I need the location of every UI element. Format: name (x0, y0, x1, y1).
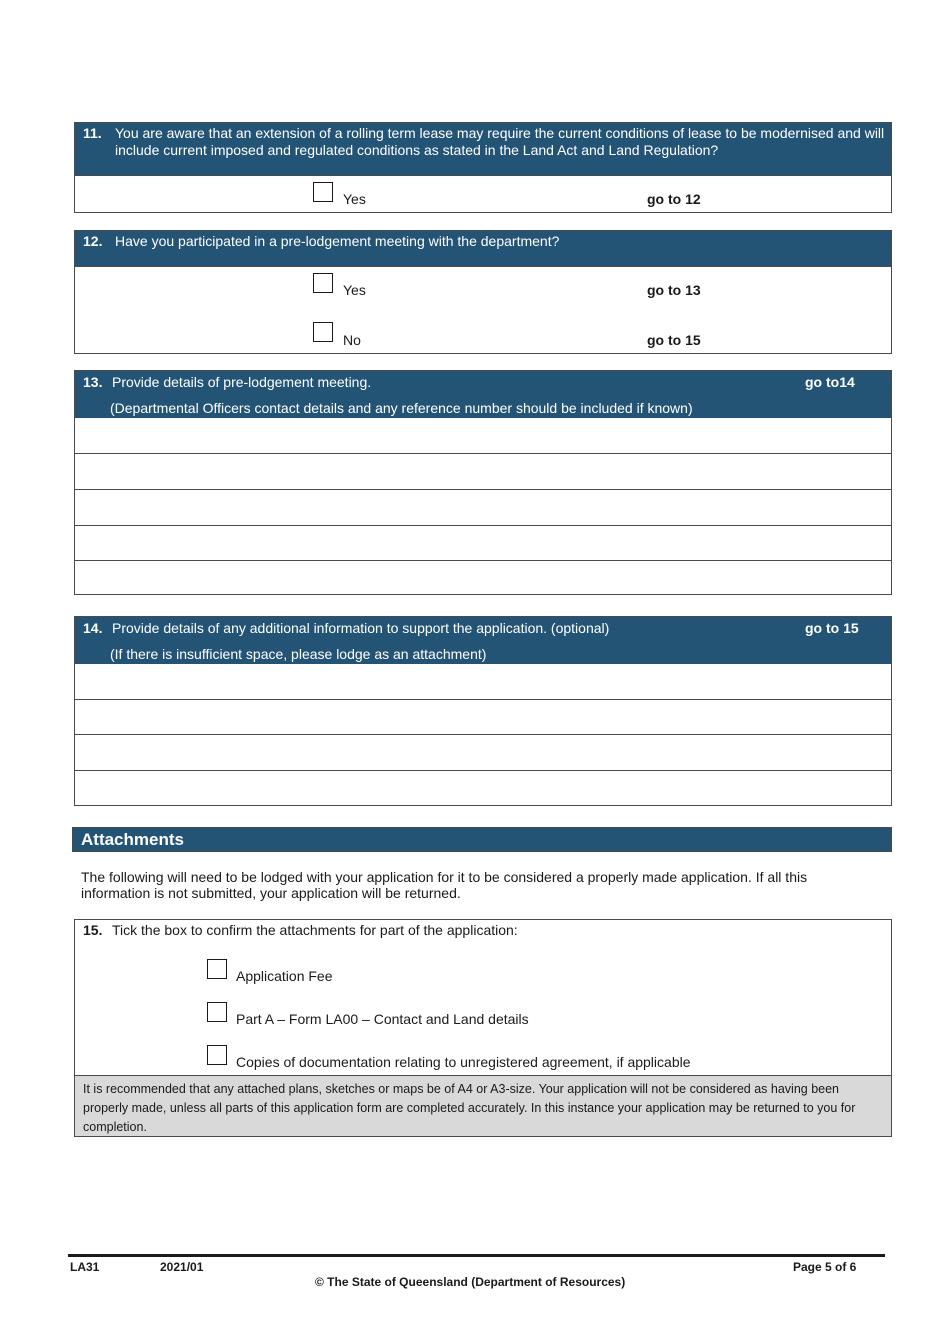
input-line[interactable] (75, 453, 891, 489)
question-note: (Departmental Officers contact details and any reference number should be included if known) (110, 400, 693, 416)
attachment-label: Part A – Form LA00 – Contact and Land details (236, 1011, 529, 1027)
yes-checkbox[interactable] (313, 182, 333, 202)
option-label: Yes (343, 282, 366, 298)
question-15-section (74, 919, 892, 1137)
input-line[interactable] (75, 734, 891, 770)
copyright: © The State of Queensland (Department of Resources) (315, 1275, 626, 1289)
question-13-section (74, 370, 892, 595)
input-line[interactable] (75, 664, 891, 699)
answer-row (75, 175, 891, 212)
attachment-label: Copies of documentation relating to unregistered agreement, if applicable (236, 1054, 691, 1070)
input-line[interactable] (75, 489, 891, 525)
question-text: You are aware that an extension of a rolling term lease may require the current conditions of lease to be modernised and will include current imposed and regulated conditions as stated in the Land Act and Land Regulation? (115, 125, 885, 158)
section-title: Attachments (81, 830, 184, 849)
option-label: No (343, 332, 361, 348)
footer-rule (68, 1254, 885, 1257)
input-line[interactable] (75, 770, 891, 805)
attachments-heading (72, 827, 892, 852)
question-number: 14. (83, 620, 103, 636)
question-number: 11. (83, 125, 102, 141)
question-number: 13. (83, 374, 103, 390)
question-13-header (75, 371, 891, 418)
yes-checkbox[interactable] (313, 273, 333, 293)
question-14-section (74, 616, 892, 806)
goto-label: go to14 (805, 374, 855, 390)
input-line[interactable] (75, 418, 891, 453)
question-number: 15. (83, 922, 103, 938)
goto-label: go to 15 (805, 620, 859, 636)
question-14-header (75, 617, 891, 664)
question-number: 12. (83, 233, 103, 249)
question-11-header (75, 123, 891, 175)
question-12-section (74, 230, 892, 354)
documentation-checkbox[interactable] (207, 1045, 227, 1065)
form-version: 2021/01 (160, 1260, 204, 1274)
form-code: LA31 (70, 1260, 100, 1274)
question-text: Have you participated in a pre-lodgement meeting with the department? (115, 233, 560, 249)
attachment-label: Application Fee (236, 968, 333, 984)
question-note: (If there is insufficient space, please lodge as an attachment) (110, 646, 487, 662)
goto-label: go to 12 (647, 191, 701, 207)
question-text: Provide details of pre-lodgement meeting. (112, 374, 372, 390)
answer-row (75, 266, 891, 353)
question-11-section (74, 122, 892, 213)
input-line[interactable] (75, 560, 891, 594)
input-line[interactable] (75, 699, 891, 734)
note-text: It is recommended that any attached plans, sketches or maps be of A4 or A3-size. Your application will not be considered as having been properly made, unless all parts of this application form are completed accurately. In this instance your application may be returned to you for completion. (83, 1082, 856, 1134)
attachments-intro: The following will need to be lodged with your application for it to be considered a properly made application. If all this information is not submitted, your application will be returned. (81, 869, 808, 901)
option-label: Yes (343, 191, 366, 207)
no-checkbox[interactable] (313, 322, 333, 342)
question-text: Provide details of any additional information to support the application. (optional) (112, 620, 610, 636)
question-text: Tick the box to confirm the attachments for part of the application: (112, 922, 518, 938)
part-a-form-checkbox[interactable] (207, 1002, 227, 1022)
question-12-header (75, 231, 891, 266)
application-fee-checkbox[interactable] (207, 959, 227, 979)
input-line[interactable] (75, 525, 891, 560)
goto-label: go to 15 (647, 332, 701, 348)
page-number: Page 5 of 6 (793, 1260, 857, 1274)
recommendation-note (75, 1075, 891, 1136)
goto-label: go to 13 (647, 282, 701, 298)
